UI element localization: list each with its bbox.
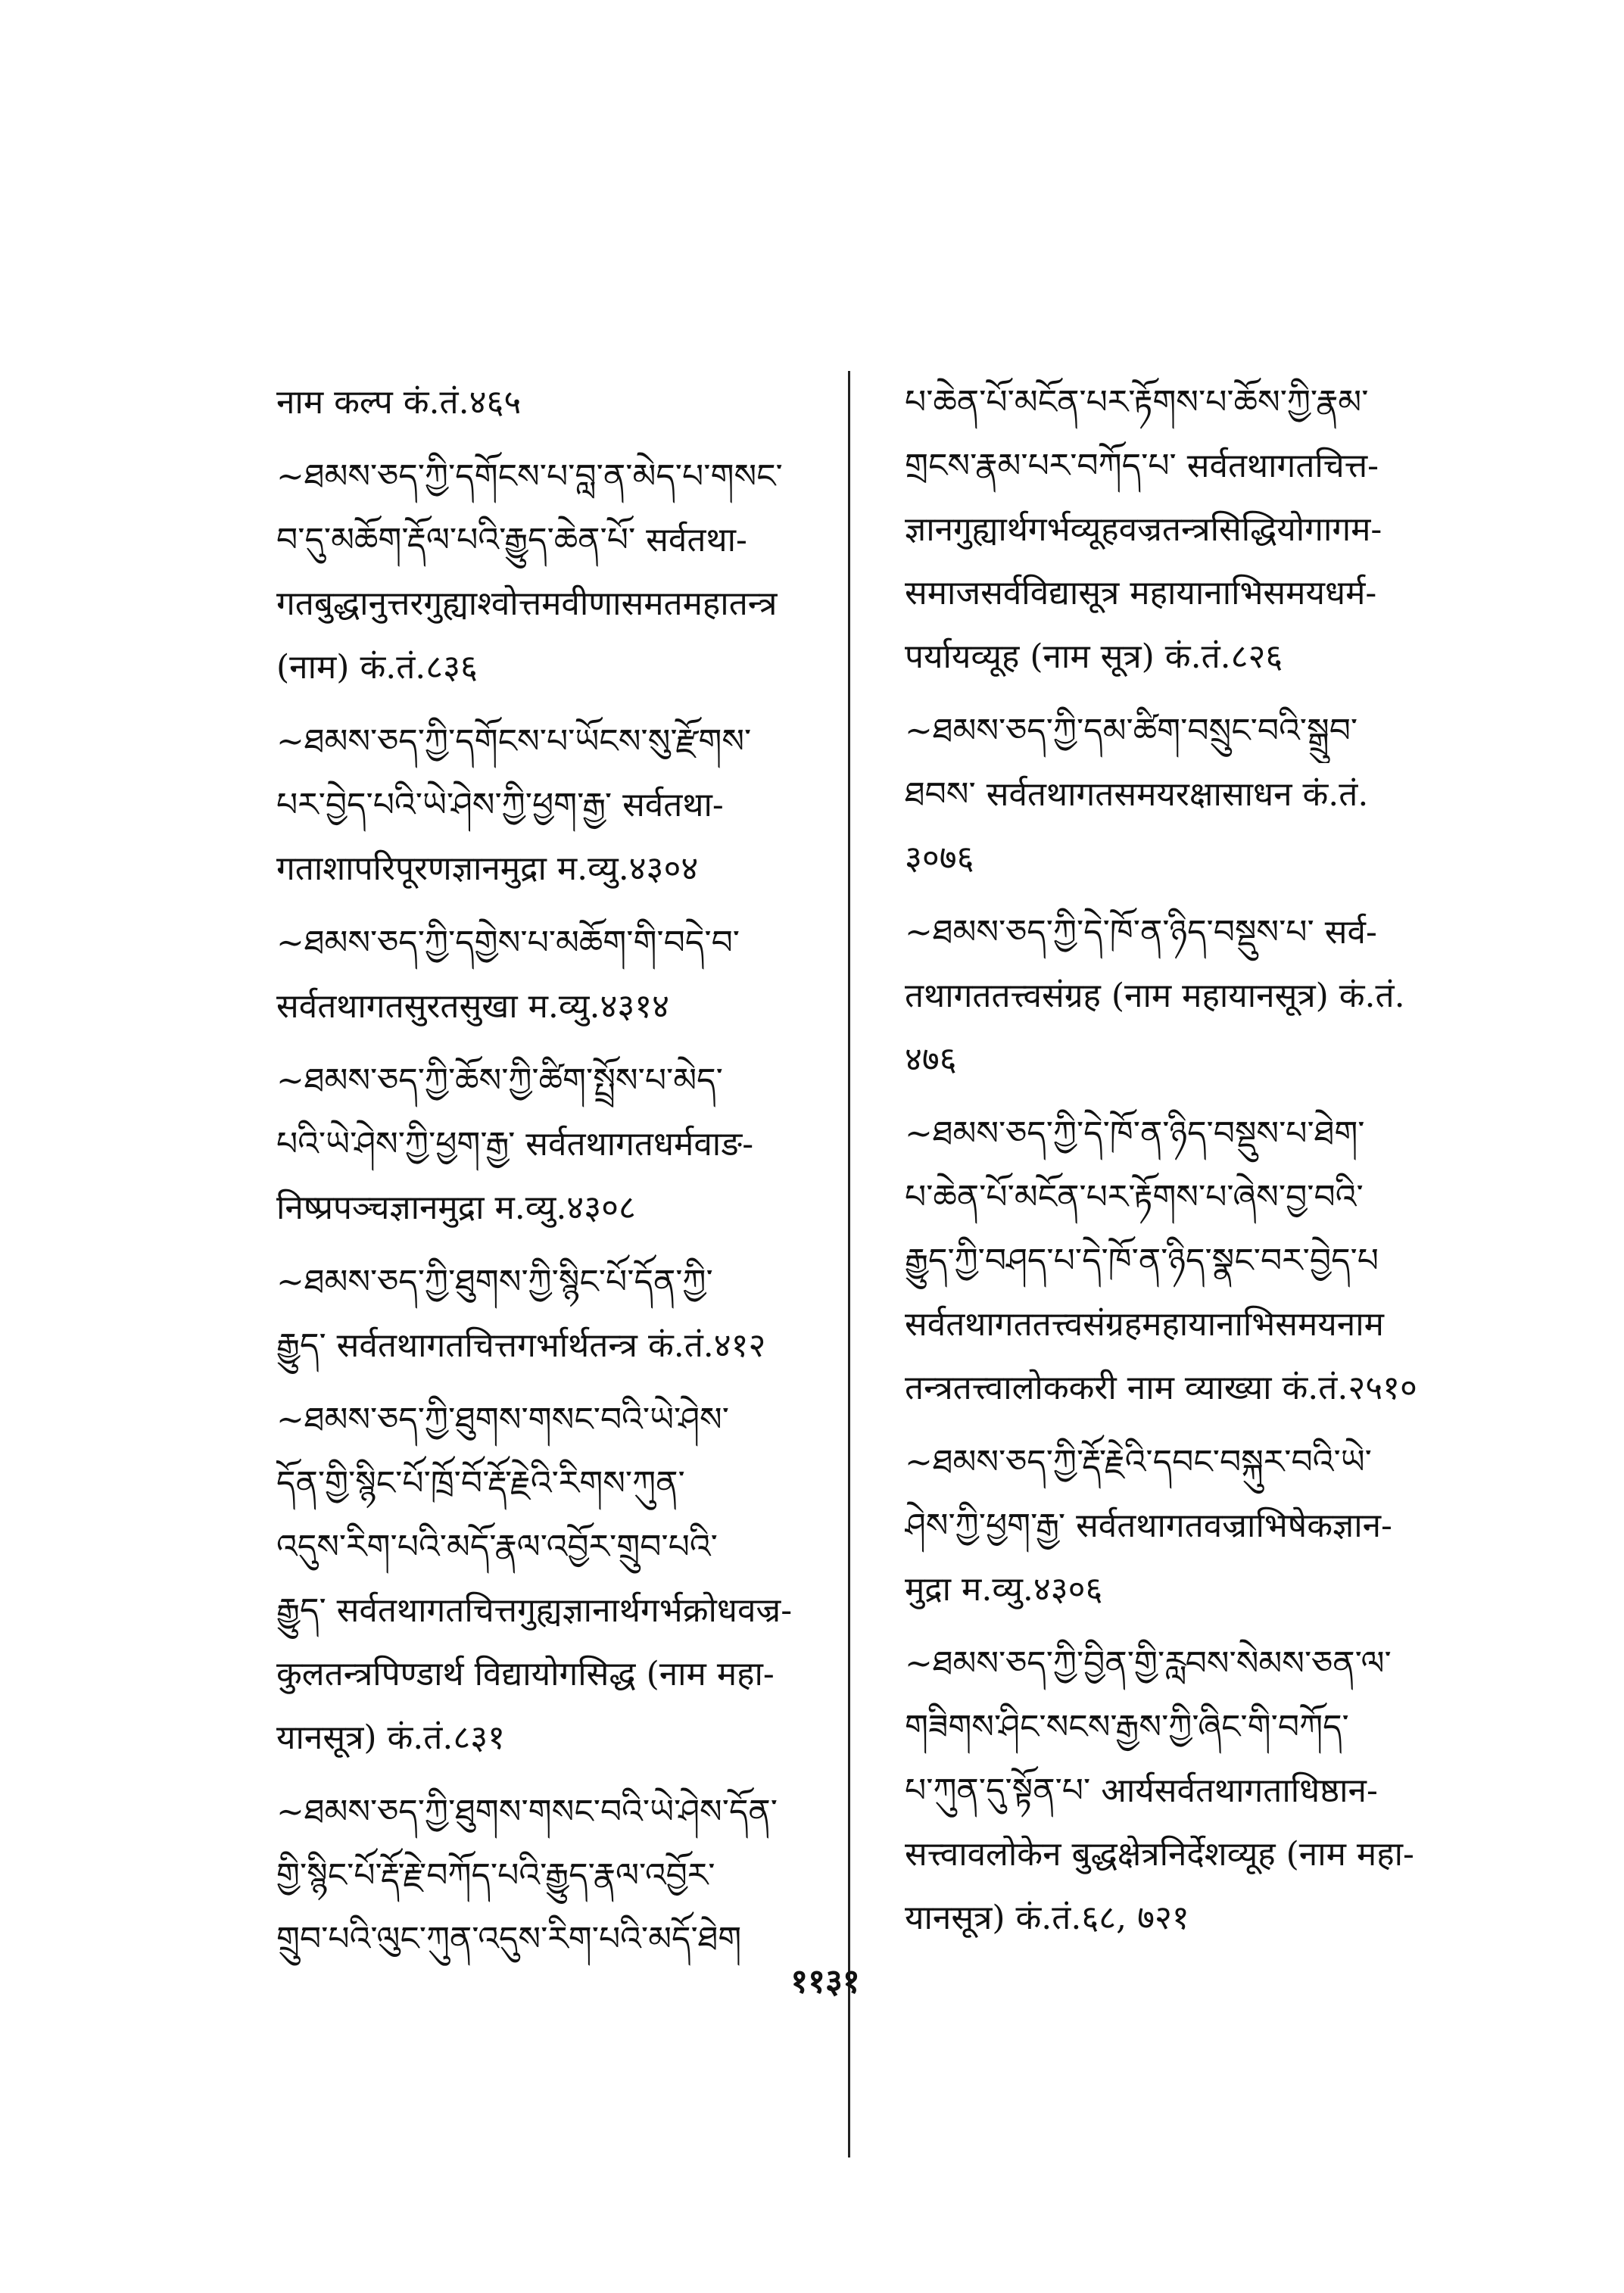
- entry-line: सत्त्वावलोकेन बुद्धक्षेत्रनिर्देशव्यूह (नाम महा-: [905, 1835, 1414, 1874]
- entry-line: ~ཐམས་ཅད་ཀྱི་དེ་ཁོ་ན་ཉིད་བསྡུས་པ་ཐེག་: [905, 1114, 1365, 1153]
- entry-line: ~ཐམས་ཅད་ཀྱི་རྡོ་རྗེའི་དབང་བསྐུར་བའི་ཡེ་: [905, 1443, 1372, 1481]
- entry-line: ~ཐམས་ཅད་ཀྱི་དམ་ཚིག་བསྲུང་བའི་སྒྲུབ་: [905, 712, 1358, 750]
- left-column: [276, 371, 829, 1982]
- entry-line: དོན་གྱི་སྙིང་པོ་ཁྲོ་བོ་རྡོ་རྗེའི་རིགས་ཀུན་: [276, 1464, 685, 1503]
- entry-line: གྲུབ་པའི་ལུང་ཀུན་འདུས་རིག་པའི་མདོ་ཐེག: [276, 1920, 742, 1958]
- page-number: ११३१: [790, 1962, 860, 2001]
- entry-line: གྲངས་རྣམ་པར་བཀོད་པ་ सर्वतथागतचित्त-: [905, 447, 1379, 485]
- glossary-entry: [276, 1781, 829, 1971]
- glossary-entry: [276, 911, 829, 1039]
- entry-line: བ་དུ་མཆོག་རྡོལ་པའི་རྒྱུད་ཆེན་པོ་ सर्वतथा-: [276, 521, 747, 559]
- glossary-entry: [905, 1102, 1450, 1420]
- entry-line: ~ཐམས་ཅད་ཀྱི་དགོངས་པ་བླ་ན་མེད་པ་གསང་: [276, 457, 783, 496]
- glossary-entry: [276, 1251, 829, 1378]
- entry-line: तथागततत्त्वसंग्रह (नाम महायानसूत्र) कं.तं.: [905, 977, 1405, 1015]
- glossary-entry: [276, 371, 829, 435]
- entry-line: རྒྱུད་ सर्वतथागतचित्तगर्भार्थतन्त्र कं.तं.४१२: [276, 1326, 766, 1365]
- entry-line: ज्ञानगुह्यार्थगर्भव्यूहवज्रतन्त्रसिद्धियोगागम-: [905, 510, 1382, 549]
- entry-line: ཤེས་ཀྱི་ཕྱག་རྒྱ་ सर्वतथागतवज्राभिषेकज्ञान-: [905, 1506, 1392, 1545]
- glossary-entry: [276, 1049, 829, 1240]
- entry-line: ४७६: [905, 1040, 957, 1079]
- entry-line: कुलतन्त्रपिण्डार्थ विद्यायोगसिद्ध (नाम महा-: [276, 1655, 775, 1693]
- entry-line: यानसूत्र) कं.तं.६८, ७२१: [905, 1899, 1189, 1937]
- entry-line: ~ཐམས་ཅད་ཀྱི་དེ་ཁོ་ན་ཉིད་བསྡུས་པ་ सर्व-: [905, 913, 1377, 952]
- entry-line: ~ཐམས་ཅད་ཀྱི་ཐུགས་ཀྱི་སྙིང་པོ་དོན་ཀྱི་: [276, 1263, 713, 1301]
- entry-line: པའི་ཡེ་ཤེས་ཀྱི་ཕྱག་རྒྱ་ सर्वतथागतधर्मवाङ-: [276, 1125, 754, 1164]
- glossary-entry: [905, 699, 1450, 890]
- entry-line: པ་ཀུན་དུ་སྟོན་པ་ आर्यसर्वतथागताधिष्ठान-: [905, 1771, 1378, 1810]
- entry-line: རྒྱུད་ཀྱི་བཤད་པ་དེ་ཁོ་ན་ཉིད་སྣང་བར་བྱེད་པ: [905, 1242, 1379, 1280]
- entry-line: འདུས་རིག་པའི་མདོ་རྣལ་འབྱོར་གྲུབ་པའི་: [276, 1528, 718, 1566]
- glossary-entry: [905, 371, 1450, 689]
- entry-line: པ་ཆེན་པོ་མངོན་པར་རྟོགས་པ་ཆོས་ཀྱི་རྣམ་: [905, 383, 1369, 422]
- entry-line: ཐབས་ सर्वतथागतसमयरक्षासाधन कं.तं.: [905, 775, 1369, 814]
- entry-line: यानसूत्र) कं.तं.८३१: [276, 1718, 506, 1757]
- glossary-entry: [905, 1632, 1450, 1950]
- entry-line: ~ཐམས་ཅད་ཀྱི་ཐུགས་གསང་བའི་ཡེ་ཤེས་དོན་: [276, 1793, 778, 1831]
- entry-line: गतबुद्धानुत्तरगुह्याश्वोत्तमवीणासमतमहातन्त्र: [276, 584, 778, 623]
- entry-line: समाजसर्वविद्यासूत्र महायानाभिसमयधर्म-: [905, 574, 1377, 612]
- glossary-entry: [276, 710, 829, 901]
- glossary-entry: [276, 1388, 829, 1770]
- entry-line: ~ཐམས་ཅད་ཀྱི་བྱིན་གྱི་རླབས་སེམས་ཅན་ལ་: [905, 1644, 1392, 1683]
- entry-line: པ་ཆེན་པོ་མངོན་པར་རྟོགས་པ་ཞེས་བྱ་བའི་: [905, 1178, 1364, 1217]
- entry-line: ~ཐམས་ཅད་ཀྱི་དགྱེས་པ་མཆོག་གི་བདེ་བ་: [276, 924, 740, 962]
- glossary-entry: [276, 445, 829, 699]
- entry-line: པར་བྱེད་པའི་ཡེ་ཤེས་ཀྱི་ཕྱག་རྒྱ་ सर्वतथा-: [276, 786, 724, 824]
- entry-line: तन्त्रतत्त्वालोककरी नाम व्याख्या कं.तं.२५१०: [905, 1369, 1417, 1407]
- entry-line: नाम कल्प कं.तं.४६५: [276, 383, 522, 422]
- glossary-entry: [905, 901, 1450, 1092]
- entry-line: गताशापरिपूरणज्ञानमुद्रा म.व्यु.४३०४: [276, 849, 699, 888]
- entry-line: གཟིགས་ཤིང་སངས་རྒྱས་ཀྱི་ཞིང་གི་བཀོད་: [905, 1708, 1349, 1746]
- entry-line: सर्वतथागतसुरतसुखा म.व्यु.४३१४: [276, 987, 669, 1026]
- entry-line: ~ཐམས་ཅད་ཀྱི་ཐུགས་གསང་བའི་ཡེ་ཤེས་: [276, 1400, 729, 1439]
- entry-line: सर्वतथागततत्त्वसंग्रहमहायानाभिसमयनाम: [905, 1305, 1384, 1344]
- entry-line: (नाम) कं.तं.८३६: [276, 648, 478, 687]
- right-column: [905, 371, 1450, 1961]
- entry-line: ~ཐམས་ཅད་ཀྱི་ཆོས་ཀྱི་ཚིག་སྤྲོས་པ་མེད་: [276, 1061, 723, 1100]
- entry-line: གྱི་སྙིང་པོ་རྡོ་རྗེ་བཀོད་པའི་རྒྱུད་རྣལ་འབྱོར་: [276, 1856, 715, 1895]
- entry-line: निष्प्रपञ्चज्ञानमुद्रा म.व्यु.४३०८: [276, 1189, 636, 1227]
- column-divider: [848, 371, 850, 2157]
- entry-line: मुद्रा म.व्यु.४३०६: [905, 1570, 1103, 1609]
- entry-line: རྒྱུད་ सर्वतथागतचित्तगुह्यज्ञानार्थगर्भक्रोधवज्र-: [276, 1591, 793, 1630]
- entry-line: ~ཐམས་ཅད་ཀྱི་དགོངས་པ་ཡོངས་སུ་རྫོགས་: [276, 722, 752, 761]
- entry-line: पर्यायव्यूह (नाम सूत्र) कं.तं.८२६: [905, 637, 1283, 676]
- glossary-entry: [905, 1431, 1450, 1622]
- entry-line: ३०७६: [905, 839, 974, 877]
